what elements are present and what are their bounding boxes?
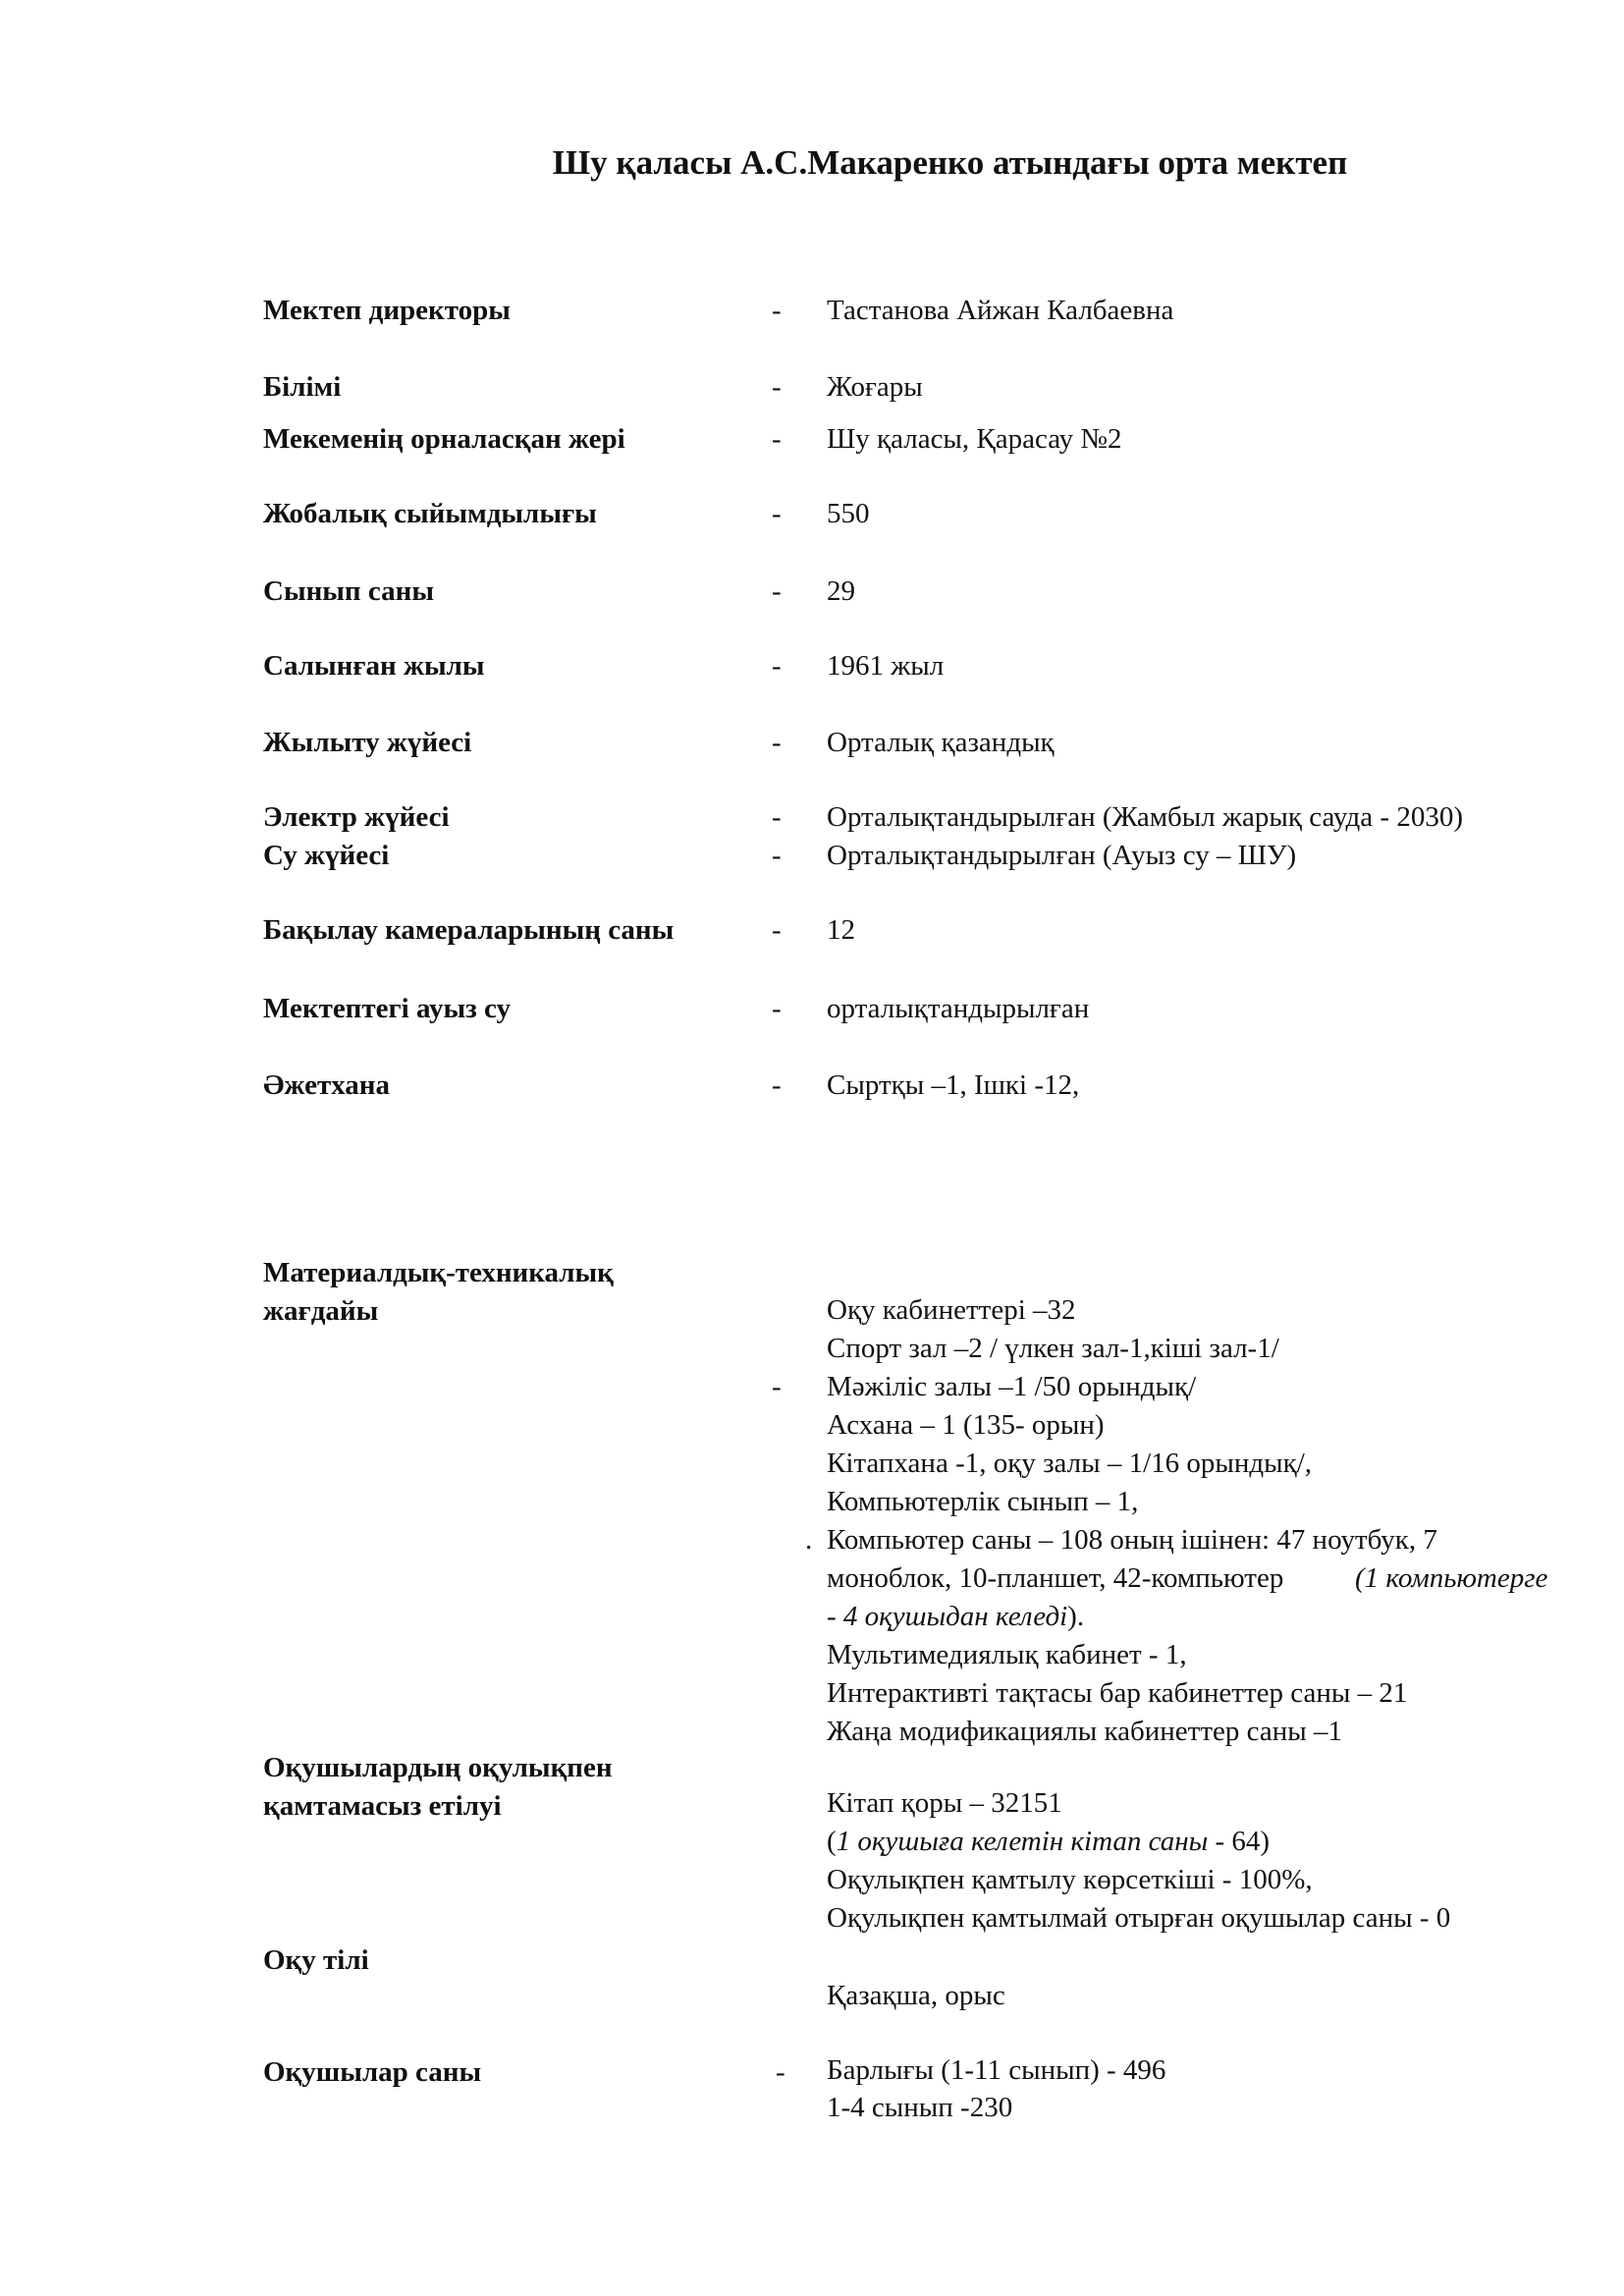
page-title: Шу қаласы А.С.Макаренко атындағы орта мектеп (552, 143, 1348, 182)
row-dash: - (772, 371, 782, 403)
materials-line: Мәжіліс залы –1 /50 орындық/ (827, 1371, 1197, 1402)
row-label: Салынған жылы (263, 650, 485, 682)
row-value: Орталықтандырылған (Ауыз су – ШУ) (827, 840, 1297, 871)
row-value: 1961 жыл (827, 650, 945, 682)
row-dash: - (772, 993, 782, 1024)
textbooks-italic: 1 оқушыға келетін кітап саны (836, 1826, 1209, 1857)
materials-italic-text: (1 компьютерге (1355, 1562, 1548, 1594)
row-label: Жылыту жүйесі (263, 727, 472, 758)
row-value: 29 (827, 575, 855, 607)
materials-line: моноблок, 10-планшет, 42-компьютер (827, 1562, 1284, 1594)
row-label: Әжетхана (263, 1069, 391, 1101)
materials-line: Мультимедиялық кабинет - 1, (827, 1639, 1187, 1670)
materials-line: Компьютерлік сынып – 1, (827, 1486, 1139, 1517)
materials-line (827, 1600, 1084, 1633)
row-label: Сынып саны (263, 575, 434, 607)
row-dash: - (772, 650, 782, 682)
textbooks-rest: - 64) (1208, 1826, 1271, 1857)
textbooks-label-2: қамтамасыз етілуі (263, 1790, 502, 1822)
materials-italic-tail: ). (1067, 1601, 1085, 1632)
textbooks-line-3: Оқулықпен қамтылу көрсеткіші - 100%, (827, 1864, 1313, 1895)
textbooks-line-4: Оқулықпен қамтылмай отырған оқушылар саны - 0 (827, 1902, 1451, 1934)
row-value: Тастанова Айжан Калбаевна (827, 295, 1174, 326)
row-value: Орталықтандырылған (Жамбыл жарық сауда - 2030) (827, 801, 1463, 833)
students-line-1: Барлығы (1-11 сынып) - 496 (827, 2054, 1166, 2086)
language-value: Қазақша, орыс (827, 1980, 1005, 2011)
materials-line: Асхана – 1 (135- орын) (827, 1409, 1105, 1441)
materials-line: Кітапхана -1, оқу залы – 1/16 орындық/, (827, 1448, 1313, 1479)
row-dash: - (772, 914, 782, 946)
row-label: Мектеп директоры (263, 295, 511, 326)
textbooks-label-1: Оқушылардың оқулықпен (263, 1752, 613, 1783)
row-value: Сыртқы –1, Ішкі -12, (827, 1069, 1080, 1101)
row-dash: - (772, 575, 782, 607)
row-dash: - (772, 423, 782, 455)
stray-dot: . (805, 1524, 813, 1556)
students-dash: - (776, 2056, 785, 2088)
row-value: 12 (827, 914, 855, 946)
row-dash: - (772, 1069, 782, 1101)
materials-line: Интерактивті тақтасы бар кабинеттер саны – 21 (827, 1677, 1408, 1709)
row-label: Электр жүйесі (263, 801, 450, 833)
materials-label-2: жағдайы (263, 1295, 379, 1327)
materials-line: Компьютер саны – 108 оның ішінен: 47 ноутбук, 7 (827, 1524, 1437, 1556)
materials-italic-cont: - 4 оқушыдан келеді (827, 1601, 1068, 1632)
textbooks-line-1: Кітап қоры – 32151 (827, 1787, 1062, 1819)
language-label: Оқу тілі (263, 1944, 369, 1976)
row-value: Жоғары (827, 371, 923, 403)
textbooks-line-2 (827, 1825, 1270, 1858)
students-line-2: 1-4 сынып -230 (827, 2092, 1013, 2123)
materials-italic-note (1355, 1561, 1547, 1595)
paren: ( (827, 1826, 837, 1857)
row-label: Мектептегі ауыз су (263, 993, 512, 1024)
row-dash: - (772, 840, 782, 871)
row-value: Шу қаласы, Қарасау №2 (827, 423, 1122, 455)
materials-line: Оқу кабинеттері –32 (827, 1294, 1076, 1326)
row-dash: - (772, 801, 782, 833)
row-label: Білімі (263, 371, 342, 403)
students-label: Оқушылар саны (263, 2056, 482, 2088)
materials-line: Спорт зал –2 / үлкен зал-1,кіші зал-1/ (827, 1333, 1279, 1364)
materials-dash: - (772, 1371, 782, 1402)
row-label: Бақылау камераларының саны (263, 914, 675, 946)
row-value: Орталық қазандық (827, 727, 1055, 758)
row-label: Су жүйесі (263, 840, 390, 871)
row-dash: - (772, 727, 782, 758)
row-value: орталықтандырылған (827, 993, 1090, 1024)
row-dash: - (772, 498, 782, 529)
row-value: 550 (827, 498, 870, 529)
materials-label-1: Материалдық-техникалық (263, 1257, 614, 1288)
row-dash: - (772, 295, 782, 326)
materials-line: Жаңа модификациялы кабинеттер саны –1 (827, 1716, 1342, 1747)
row-label: Жобалық сыйымдылығы (263, 498, 597, 529)
row-label: Мекеменің орналасқан жері (263, 423, 625, 455)
